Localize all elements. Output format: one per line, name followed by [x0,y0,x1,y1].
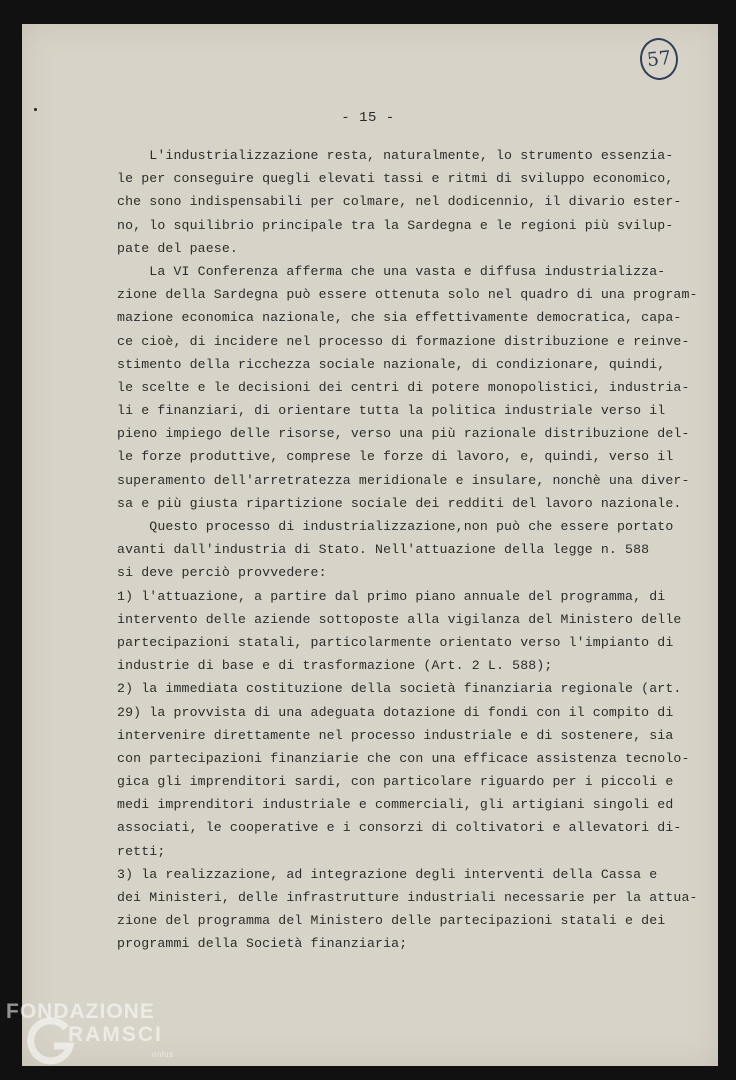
fondazione-gramsci-watermark [6,998,206,1078]
text-line: 2) la immediata costituzione della società finanziaria regionale (art. [117,681,682,697]
text-line: no, lo squilibrio principale tra la Sardegna e le regioni più svilup- [117,217,674,233]
text-line: li e finanziari, di orientare tutta la politica industriale verso il [117,403,666,419]
text-line: sa e più giusta ripartizione sociale dei redditi del lavoro nazionale. [117,495,682,511]
text-line: ce cioè, di incidere nel processo di formazione distribuzione e reinve- [117,333,690,349]
folio-number-stamp: 57 [638,36,680,82]
text-line: che sono indispensabili per colmare, nel dodicennio, il divario ester- [117,194,682,210]
typewritten-body [117,144,702,956]
text-line: 29) la provvista di una adeguata dotazione di fondi con il compito di [117,704,674,720]
text-line: L'industrializzazione resta, naturalmente, lo strumento essenzia- [117,148,674,163]
text-line: medi imprenditori industriale e commerciali, gli artigiani singoli ed [117,797,674,813]
text-line: pate del paese. [117,240,238,256]
text-line: 1) l'attuazione, a partire dal primo piano annuale del programma, di [117,588,666,604]
text-line: le forze produttive, comprese le forze di lavoro, e, quindi, verso il [117,449,674,465]
text-line: pieno impiego delle risorse, verso una più razionale distribuzione del- [117,426,690,442]
text-line: avanti dall'industria di Stato. Nell'attuazione della legge n. 588 [117,542,650,558]
text-line: mazione economica nazionale, che sia effettivamente democratica, capa- [117,310,682,326]
text-line: retti; [117,843,166,859]
page-number: - 15 - [341,110,395,126]
text-line: dei Ministeri, delle infrastrutture industriali necessarie per la attua- [117,890,698,905]
text-line: si deve perciò provvedere: [117,565,327,581]
text-line: le per conseguire quegli elevati tassi e ritmi di sviluppo economico, [117,171,674,187]
text-line: zione del programma del Ministero delle partecipazioni statali e dei [117,913,666,929]
text-line: associati, le cooperative e i consorzi di coltivatori e allevatori di- [117,820,682,836]
text-line: 3) la realizzazione, ad integrazione degli interventi della Cassa e [117,866,658,882]
text-line: zione della Sardegna può essere ottenuta solo nel quadro di una program- [117,287,698,303]
text-line: stimento della ricchezza sociale nazionale, di condizionare, quindi, [117,356,666,372]
text-line: partecipazioni statali, particolarmente orientato verso l'impianto di [117,634,674,650]
text-line: industrie di base e di trasformazione (Art. 2 L. 588); [117,658,553,674]
text-line: con partecipazioni finanziarie che con una efficace assistenza tecnolo- [117,750,690,766]
text-line: intervenire direttamente nel processo industriale e di sostenere, sia [117,727,674,743]
text-line: gica gli imprenditori sardi, con particolare riguardo per i piccoli e [117,774,674,790]
watermark-onlus: onlus [152,1050,174,1059]
text-line: superamento dell'arretratezza meridionale e insulare, nonchè una diver- [117,472,690,488]
text-line: intervento delle aziende sottoposte alla vigilanza del Ministero delle [117,611,682,627]
watermark-line-1: FONDAZIONE [6,1000,155,1023]
text-line: La VI Conferenza afferma che una vasta e diffusa industrializza- [117,263,666,279]
watermark-line-2: RAMSCI [68,1023,163,1046]
text-line: programmi della Società finanziaria; [117,936,408,952]
text-line: Questo processo di industrializzazione,non può che essere portato [117,519,674,534]
text-line: le scelte e le decisioni dei centri di potere monopolistici, industria- [117,379,690,395]
